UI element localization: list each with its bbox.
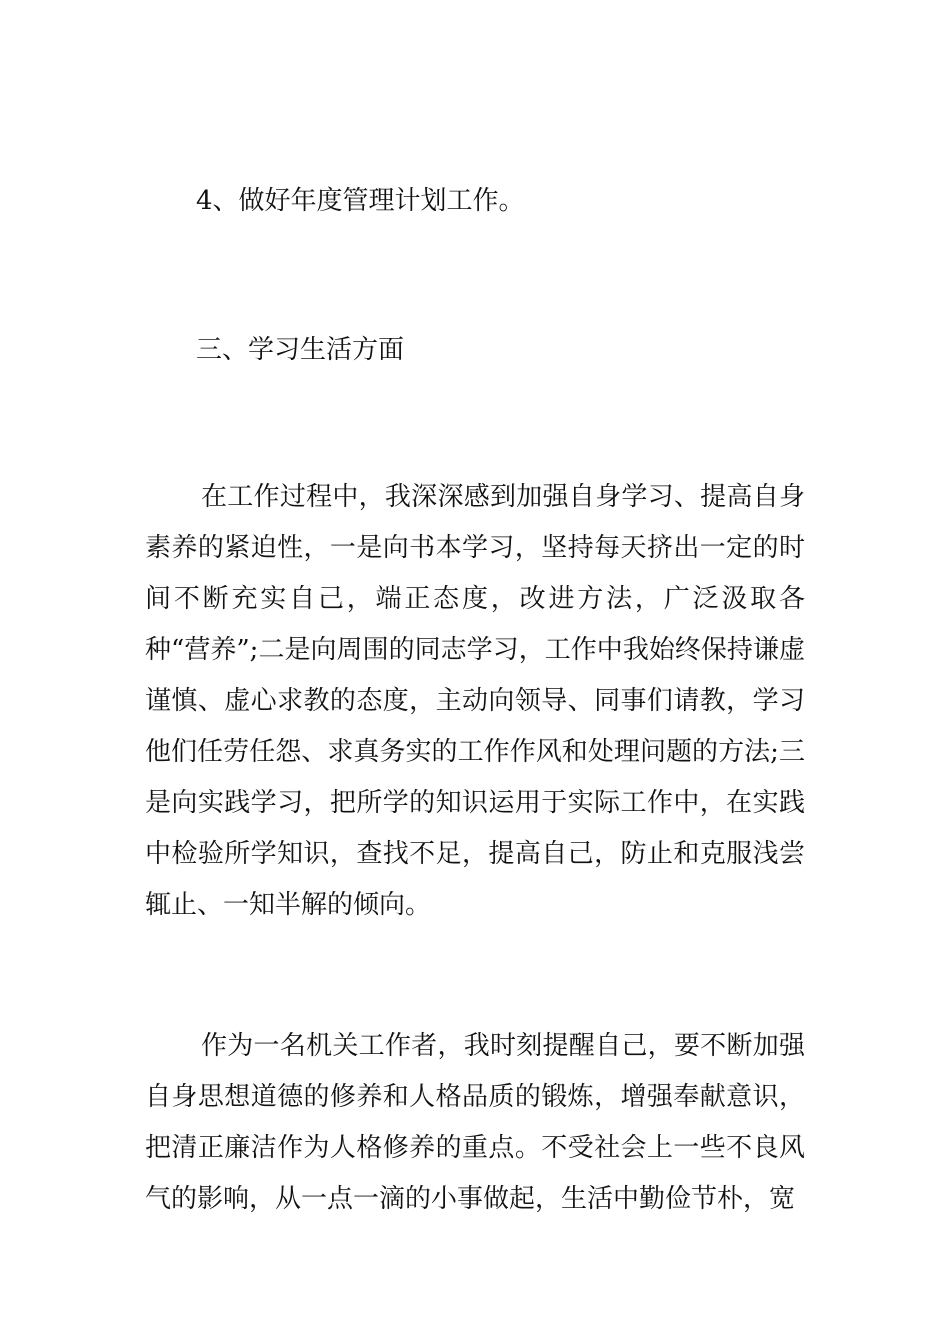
paragraph-study: 在工作过程中，我深深感到加强自身学习、提高自身素养的紧迫性，一是向书本学习，坚持每天挤出一定的时间不断充实自己，端正态度，改进方法，广泛汲取各种“营养”;二是向周围的同志学习，工作中我始终保持谦虚谨慎、虚心求教的态度，主动向领导、同事们请教，学习他们任劳任怨、求真务实的工作作风和处理问题的方法;三是向实践学习，把所学的知识运用于实际工作中，在实践中检验所学知识，查找不足，提高自己，防止和克服浅尝辄止、一知半解的倾向。 [145, 482, 805, 920]
section-heading-3: 三、学习生活方面 [196, 335, 405, 365]
paragraph-conduct: 作为一名机关工作者，我时刻提醒自己，要不断加强自身思想道德的修养和人格品质的锻炼，增强奉献意识，把清正廉洁作为人格修养的重点。不受社会上一些不良风气的影响，从一点一滴的小事做起，生活中勤俭节朴，宽 [145, 1031, 805, 1214]
list-item-4: 4、做好年度管理计划工作。 [196, 186, 525, 216]
